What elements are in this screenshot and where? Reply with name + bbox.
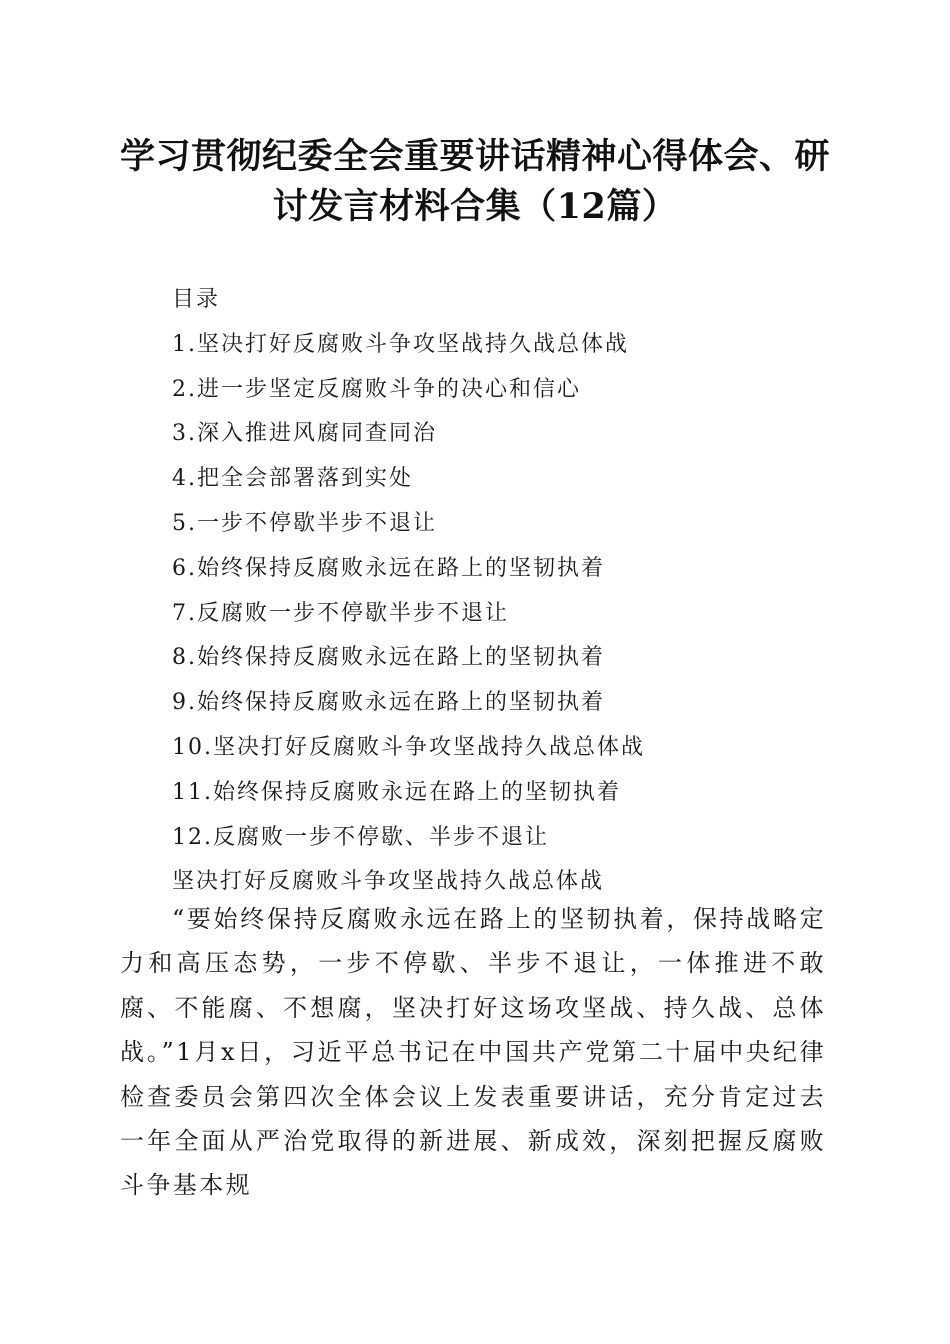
- toc-item: 12.反腐败一步不停歇、半步不退让: [172, 824, 549, 850]
- toc-heading: 目录: [172, 287, 221, 312]
- toc-item: 6.始终保持反腐败永远在路上的坚韧执着: [172, 555, 605, 581]
- toc-item: 11.始终保持反腐败永远在路上的坚韧执着: [172, 779, 621, 805]
- toc-item: 7.反腐败一步不停歇半步不退让: [172, 600, 509, 626]
- document-title: 学习贯彻纪委全会重要讲话精神心得体会、研讨发言材料合集（12篇）: [119, 136, 830, 227]
- toc-item: 1.坚决打好反腐败斗争攻坚战持久战总体战: [172, 331, 629, 357]
- toc-item: 10.坚决打好反腐败斗争攻坚战持久战总体战: [172, 734, 645, 760]
- section-heading: 坚决打好反腐败斗争攻坚战持久战总体战: [172, 869, 605, 895]
- toc-item: 5.一步不停歇半步不退让: [172, 510, 437, 536]
- toc-item: 9.始终保持反腐败永远在路上的坚韧执着: [172, 690, 605, 716]
- toc-item: 3.深入推进风腐同查同治: [172, 421, 437, 447]
- body-paragraph: “要始终保持反腐败永远在路上的坚韧执着，保持战略定力和高压态势，一步不停歇、半步不退让，一体推进不敢腐、不能腐、不想腐，坚决打好这场攻坚战、持久战、总体战。”1月x日，习近平总书记在中国共产党第二十届中央纪律检查委员会第四次全体会议上发表重要讲话，充分肯定过去一年全面从严治党取得的新进展、新成效，深刻把握反腐败斗争基本规: [120, 905, 826, 1200]
- toc-item: 8.始终保持反腐败永远在路上的坚韧执着: [172, 645, 605, 671]
- table-of-contents: [172, 278, 852, 905]
- toc-item: 4.把全会部署落到实处: [172, 466, 413, 492]
- toc-item: 2.进一步坚定反腐败斗争的决心和信心: [172, 376, 581, 402]
